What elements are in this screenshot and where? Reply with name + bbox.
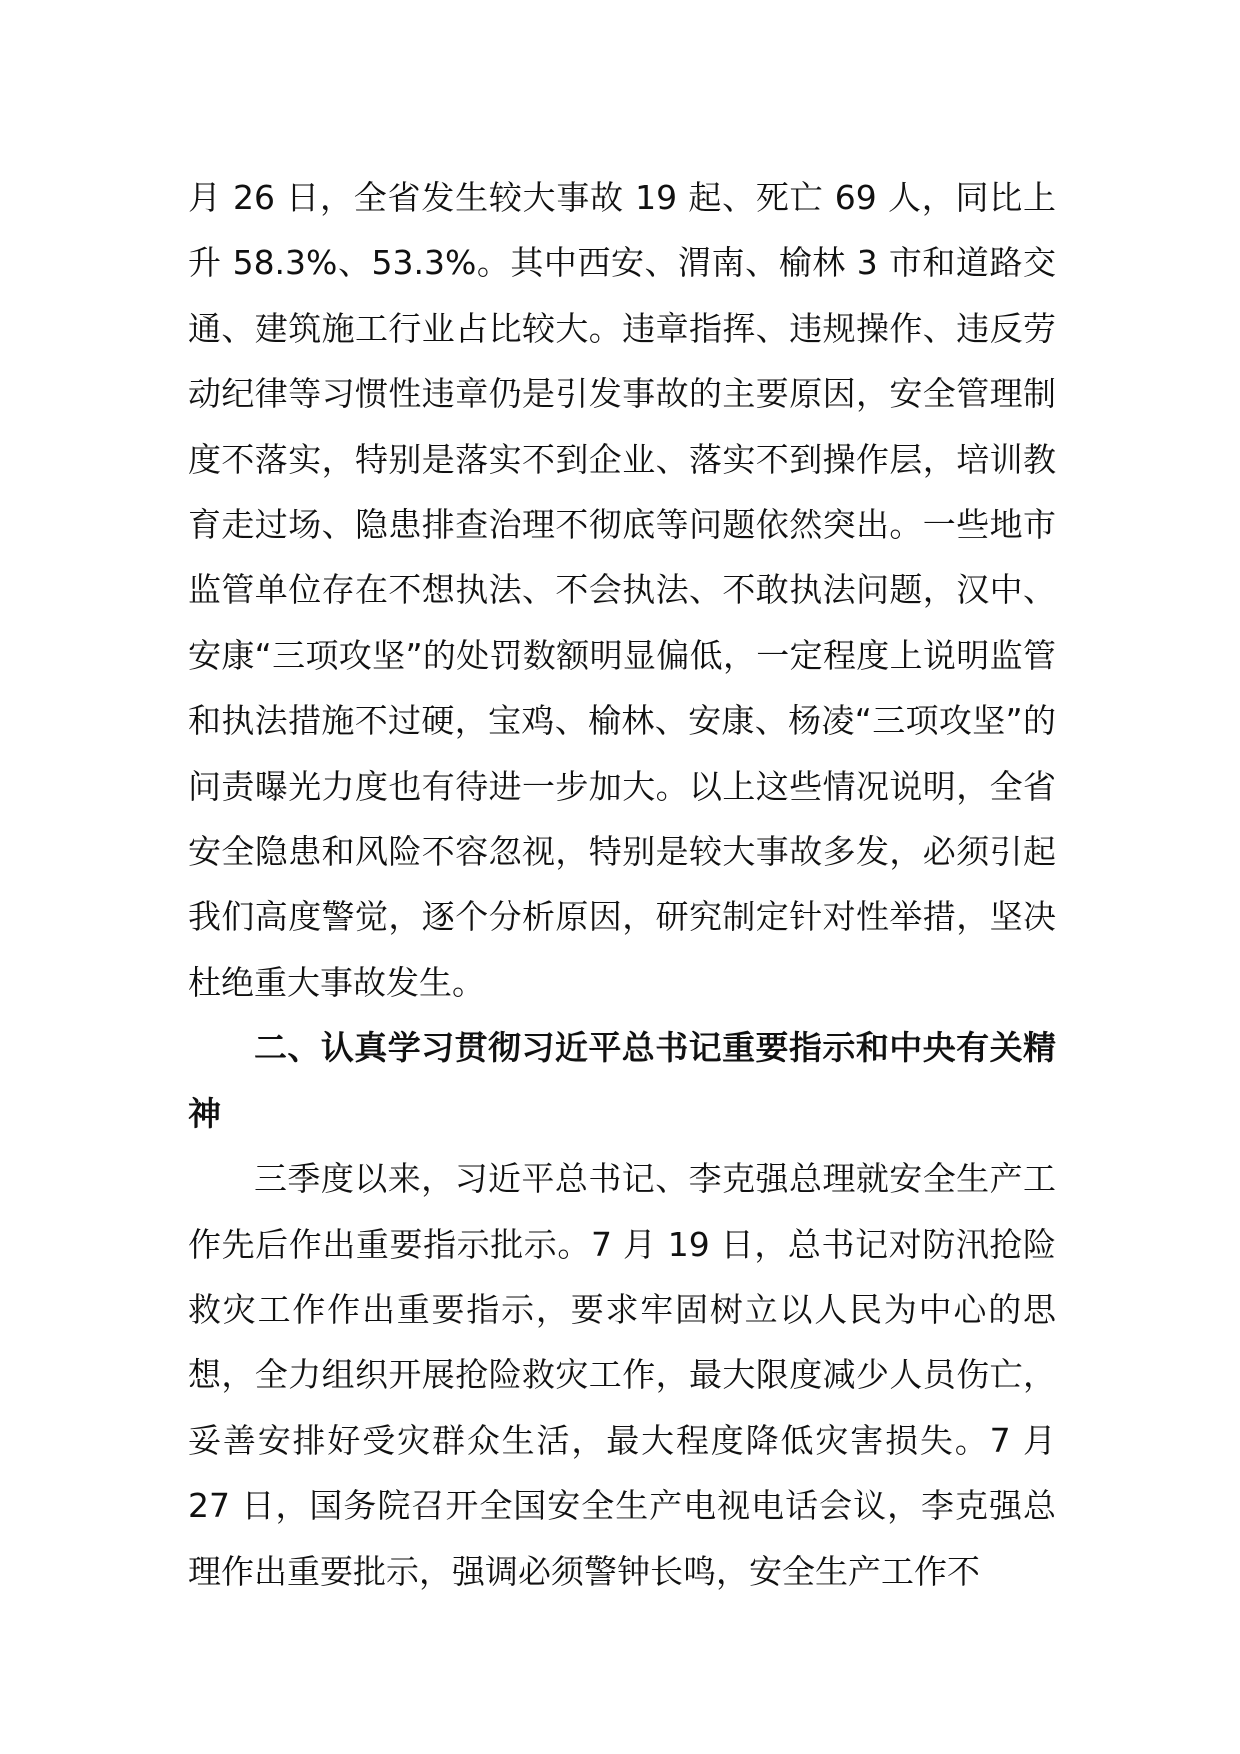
section-heading: 二、认真学习贯彻习近平总书记重要指示和中央有关精神 [188, 1028, 1056, 1133]
body-paragraph: 三季度以来，习近平总书记、李克强总理就安全生产工作先后作出重要指示批示。7 月 19 日，总书记对防汛抢险救灾工作作出重要指示，要求牢固树立以人民为中心的思想，全力组织开展抢险救灾工作，最大限度减少人员伤亡，妥善安排好受灾群众生活，最大程度降低灾害损失。7 月 27 日，国务院召开全国安全生产电视电话会议，李克强总理作出重要批示，强调必须警钟长鸣，安全生产工作不 [188, 1159, 1056, 1591]
document-page [188, 165, 1056, 1604]
body-paragraph-continued: 月 26 日，全省发生较大事故 19 起、死亡 69 人，同比上升 58.3%、53.3%。其中西安、渭南、榆林 3 市和道路交通、建筑施工行业占比较大。违章指挥、违规操作、违反劳动纪律等习惯性违章仍是引发事故的主要原因，安全管理制度不落实，特别是落实不到企业、落实不到操作层，培训教育走过场、隐患排查治理不彻底等问题依然突出。一些地市监管单位存在不想执法、不会执法、不敢执法问题，汉中、安康“三项攻坚”的处罚数额明显偏低，一定程度上说明监管和执法措施不过硬，宝鸡、榆林、安康、杨凌“三项攻坚”的问责曝光力度也有待进一步加大。以上这些情况说明，全省安全隐患和风险不容忽视，特别是较大事故多发，必须引起我们高度警觉，逐个分析原因，研究制定针对性举措，坚决杜绝重大事故发生。 [188, 178, 1056, 1002]
